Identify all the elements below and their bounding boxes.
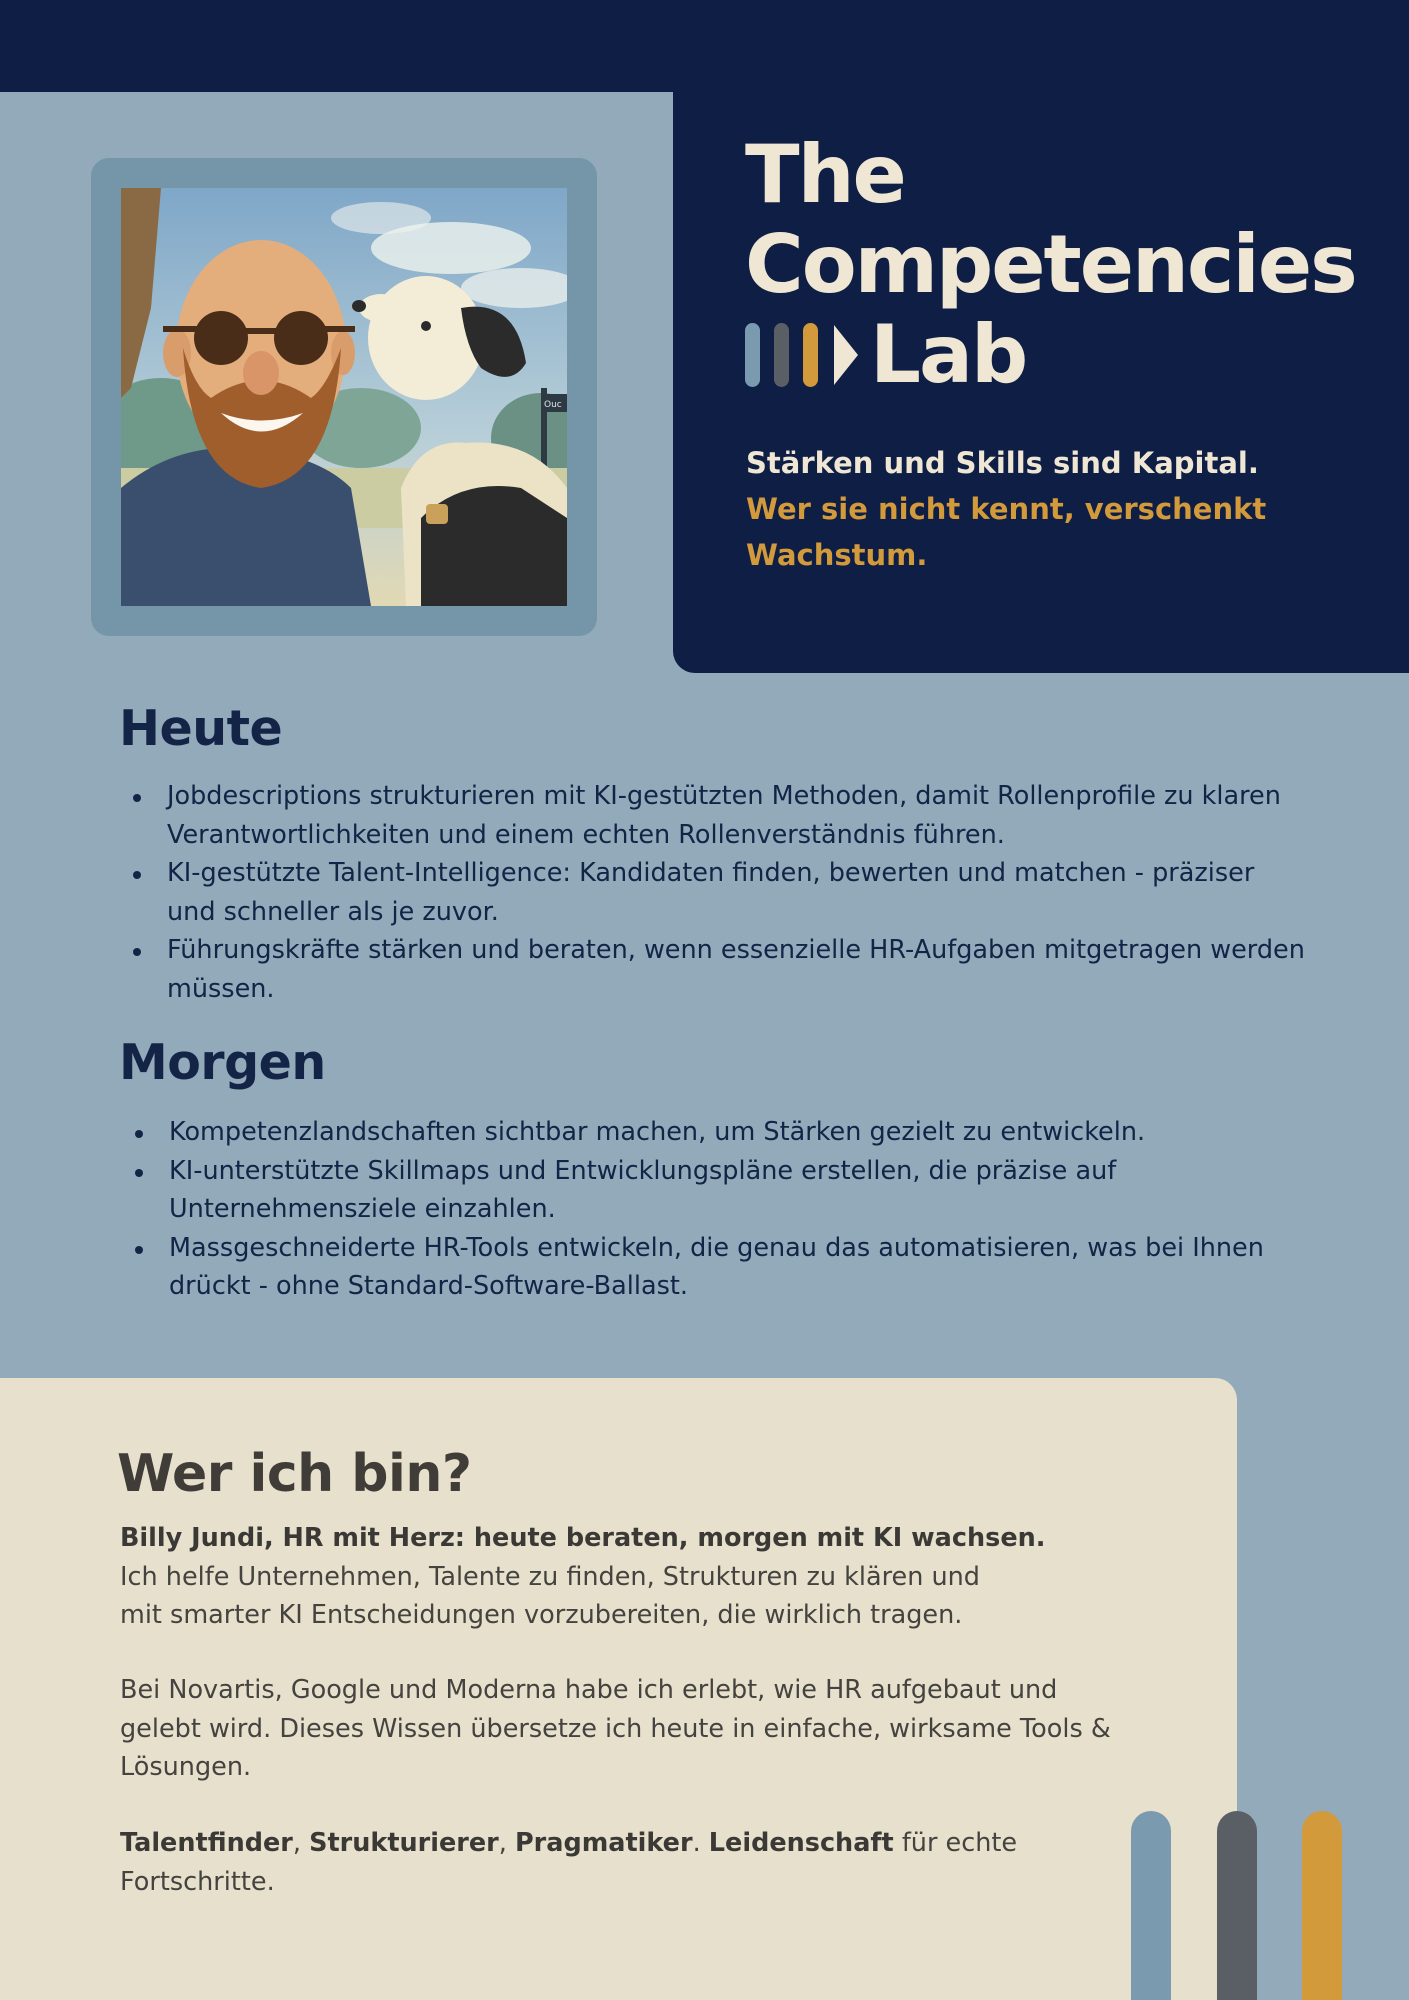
list-item: KI-gestützte Talent-Intelligence: Kandidaten finden, bewerten und matchen - präziser und schneller als je zuvor. xyxy=(120,854,1305,931)
tagline-line-1: Stärken und Skills sind Kapital. xyxy=(746,446,1259,480)
trait-separator: , xyxy=(292,1828,310,1858)
trait-talentfinder: Talentfinder xyxy=(120,1828,293,1858)
list-item: Massgeschneiderte HR-Tools entwickeln, die genau das automatisieren, was bei Ihnen drückt - ohne Standard-Software-Ballast. xyxy=(122,1229,1292,1306)
tagline xyxy=(746,440,1306,578)
logo-bar-steel xyxy=(745,323,760,387)
logo-bar-grey xyxy=(774,323,789,387)
heading-morgen: Morgen xyxy=(119,1034,326,1091)
top-band xyxy=(0,0,1409,92)
play-arrow-icon xyxy=(834,325,858,385)
portrait-illustration xyxy=(121,188,567,606)
about-traits xyxy=(120,1824,1080,1901)
logo-bar-gold xyxy=(803,323,818,387)
list-item: KI-unterstützte Skillmaps und Entwicklungspläne erstellen, die präzise auf Unternehmensziele einzahlen. xyxy=(122,1152,1292,1229)
tomorrow-list xyxy=(122,1113,1292,1306)
about-intro-bold: Billy Jundi, HR mit Herz: heute beraten, morgen mit KI wachsen. xyxy=(120,1523,1046,1553)
tagline-line-2: Wer sie nicht kennt, verschenkt Wachstum. xyxy=(746,492,1267,572)
brand-title xyxy=(745,130,1356,400)
list-item: Führungskräfte stärken und beraten, wenn essenzielle HR-Aufgaben mitgetragen werden müssen. xyxy=(120,931,1305,1008)
list-item: Jobdescriptions strukturieren mit KI-gestützten Methoden, damit Rollenprofile zu klaren Verantwortlichkeiten und einem echten Rollenverständnis führen. xyxy=(120,777,1305,854)
title-line-2: Competencies xyxy=(745,218,1356,311)
decor-bar-steel xyxy=(1131,1811,1171,2000)
about-intro xyxy=(120,1519,1150,1635)
about-heading: Wer ich bin? xyxy=(117,1444,472,1504)
title-line-3: Lab xyxy=(870,308,1027,401)
today-list xyxy=(120,777,1305,1008)
list-item: Kompetenzlandschaften sichtbar machen, um Stärken gezielt zu entwickeln. xyxy=(122,1113,1292,1152)
trait-strukturierer: Strukturierer xyxy=(309,1828,499,1858)
trait-leidenschaft: Leidenschaft xyxy=(708,1828,894,1858)
trait-separator: . xyxy=(692,1828,709,1858)
sign-text: Ouc xyxy=(544,400,562,410)
heading-heute: Heute xyxy=(119,700,283,757)
decor-bar-grey xyxy=(1217,1811,1257,2000)
trait-separator: , xyxy=(498,1828,515,1858)
about-experience: Bei Novartis, Google und Moderna habe ich erlebt, wie HR aufgebaut und gelebt wird. Dieses Wissen übersetze ich heute in einfache, wirksame Tools & Lösungen. xyxy=(120,1675,1111,1782)
title-logo-row xyxy=(745,310,1356,400)
trait-pragmatiker: Pragmatiker xyxy=(514,1828,693,1858)
trait-rest: für echte Fortschritte. xyxy=(120,1828,1018,1897)
about-intro-text: Ich helfe Unternehmen, Talente zu finden, Strukturen zu klären und mit smarter KI Entscheidungen vorzubereiten, die wirklich tragen. xyxy=(120,1561,980,1630)
title-line-1: The xyxy=(745,128,905,221)
brand-logo-mark xyxy=(745,323,858,387)
decor-bar-gold xyxy=(1302,1811,1342,2000)
